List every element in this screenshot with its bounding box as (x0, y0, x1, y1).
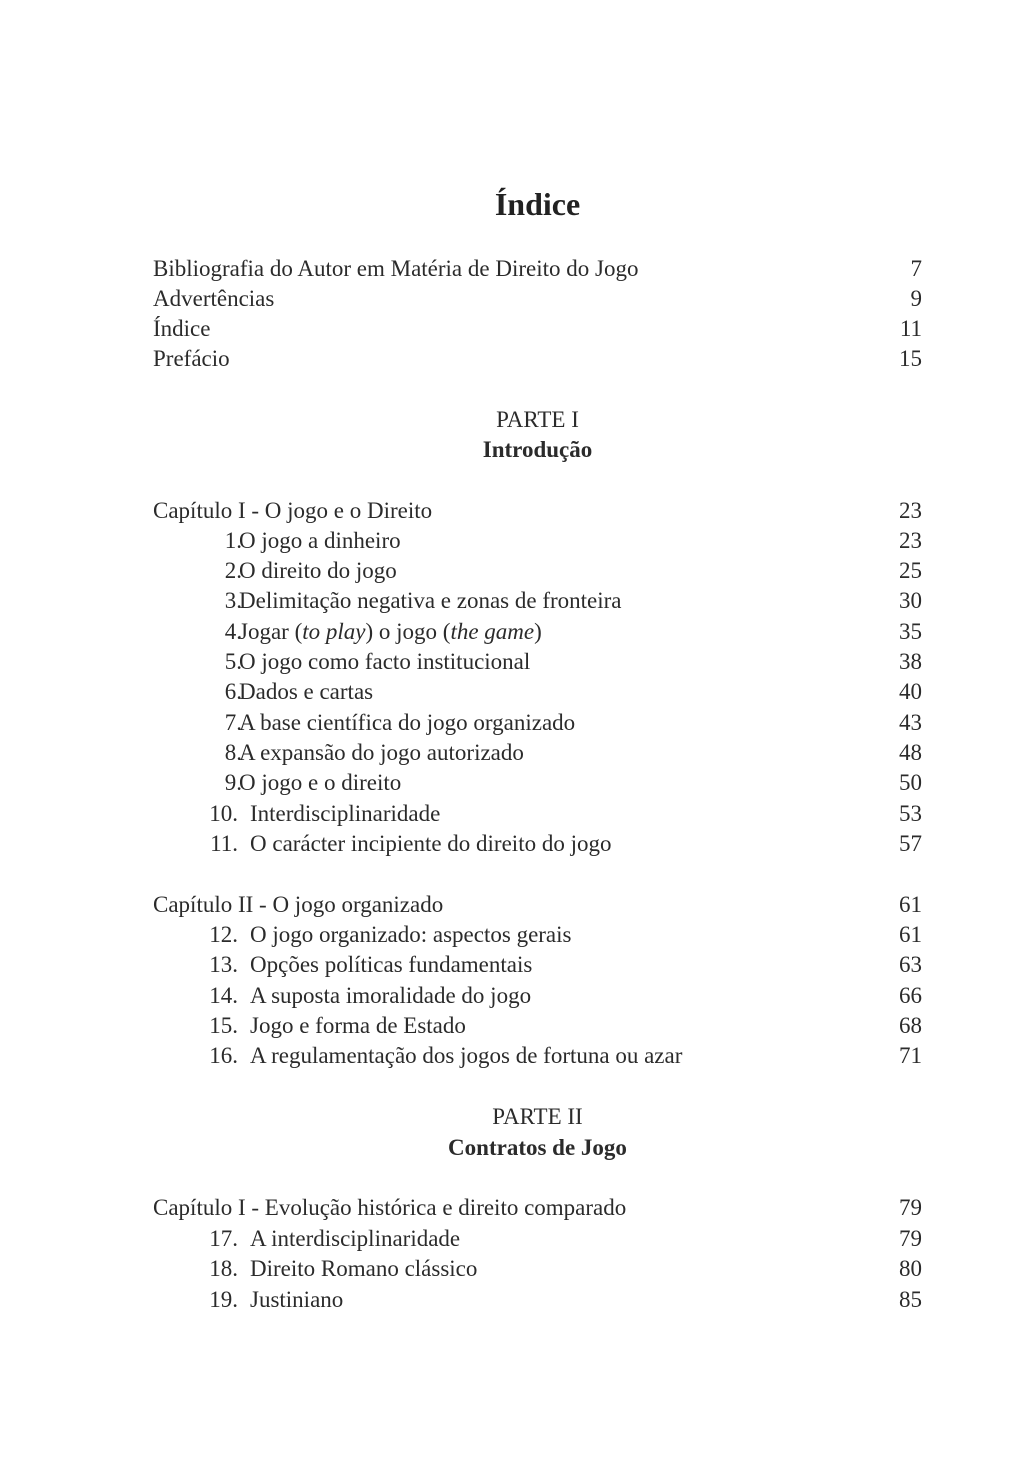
section-number: 11. (210, 831, 238, 856)
section-number: 5. (224, 649, 242, 674)
section-number: 18. (209, 1256, 238, 1281)
chapter-entry (153, 1193, 922, 1223)
toc-entry (153, 254, 922, 284)
section-label: Jogo e forma de Estado (250, 1013, 466, 1038)
section-number: 6. (224, 679, 242, 704)
section-entry (153, 1041, 922, 1071)
section-page: 79 (899, 1226, 922, 1251)
section-entry (153, 526, 922, 556)
section-number: 8. (224, 740, 242, 765)
section-page: 40 (899, 679, 922, 704)
section-entry (153, 1224, 922, 1254)
part-heading: PARTE II (492, 1104, 583, 1129)
section-number: 17. (209, 1226, 238, 1251)
section-page: 53 (899, 801, 922, 826)
section-entry (153, 586, 922, 616)
section-entry (153, 1285, 922, 1315)
section-page: 71 (899, 1043, 922, 1068)
section-entry (153, 920, 922, 950)
section-label: A expansão do jogo autorizado (239, 740, 524, 765)
section-label: Delimitação negativa e zonas de fronteira (239, 588, 622, 613)
section-label: Justiniano (250, 1287, 344, 1312)
section-label: O jogo como facto institucional (239, 649, 531, 674)
toc-entry-page: 7 (910, 256, 922, 281)
section-label-part: ) o jogo ( (365, 619, 451, 644)
section-number: 7. (224, 710, 242, 735)
section-label-part: Jogar ( (239, 619, 303, 644)
section-page: 61 (899, 922, 922, 947)
section-label: A base científica do jogo organizado (239, 710, 576, 735)
section-entry (153, 556, 922, 586)
section-page: 50 (899, 770, 922, 795)
section-entry (153, 950, 922, 980)
section-label: Dados e cartas (239, 679, 374, 704)
section-label: O jogo e o direito (239, 770, 402, 795)
section-number: 13. (209, 952, 238, 977)
section-number: 9. (224, 770, 242, 795)
section-entry (153, 829, 922, 859)
part-heading: PARTE I (496, 407, 579, 432)
section-label: O carácter incipiente do direito do jogo (250, 831, 612, 856)
section-entry (153, 799, 922, 829)
section-page: 80 (899, 1256, 922, 1281)
section-page: 23 (899, 528, 922, 553)
chapter-page: 79 (899, 1195, 922, 1220)
chapter-entry (153, 496, 922, 526)
section-page: 38 (899, 649, 922, 674)
section-label: A interdisciplinaridade (250, 1226, 461, 1251)
section-page: 68 (899, 1013, 922, 1038)
section-entry (153, 617, 922, 647)
section-page: 25 (899, 558, 922, 583)
toc-entry (153, 344, 922, 374)
section-page: 63 (899, 952, 922, 977)
section-page: 48 (899, 740, 922, 765)
part-title: Introdução (482, 437, 593, 462)
section-number: 15. (209, 1013, 238, 1038)
section-label: Direito Romano clássico (250, 1256, 478, 1281)
chapter-page: 61 (899, 892, 922, 917)
toc-entry-label: Prefácio (153, 346, 230, 371)
section-page: 35 (899, 619, 922, 644)
section-label: O jogo organizado: aspectos gerais (250, 922, 572, 947)
toc-entry-label: Índice (153, 316, 211, 341)
chapter-label: Capítulo I - Evolução histórica e direito comparado (153, 1195, 627, 1220)
section-label-part: ) (534, 619, 542, 644)
section-page: 30 (899, 588, 922, 613)
section-label: A regulamentação dos jogos de fortuna ou azar (250, 1043, 683, 1068)
section-entry (153, 647, 922, 677)
section-number: 14. (209, 983, 238, 1008)
section-label: O jogo a dinheiro (239, 528, 401, 553)
toc-entry (153, 314, 922, 344)
chapter-entry (153, 890, 922, 920)
section-label-italic: to play (302, 619, 366, 644)
section-label: Opções políticas fundamentais (250, 952, 533, 977)
section-number: 12. (209, 922, 238, 947)
chapter-label: Capítulo II - O jogo organizado (153, 892, 444, 917)
section-entry (153, 738, 922, 768)
section-page: 57 (899, 831, 922, 856)
section-entry (153, 708, 922, 738)
section-number: 1. (224, 528, 242, 553)
section-page: 66 (899, 983, 922, 1008)
section-entry (153, 1254, 922, 1284)
section-number: 16. (209, 1043, 238, 1068)
section-page: 85 (899, 1287, 922, 1312)
section-entry (153, 1011, 922, 1041)
section-page: 43 (899, 710, 922, 735)
section-label (239, 617, 542, 647)
toc-entry-label: Advertências (153, 286, 275, 311)
toc-entry (153, 284, 922, 314)
toc-entry-page: 15 (899, 346, 922, 371)
toc-entry-page: 11 (899, 316, 922, 341)
section-entry (153, 677, 922, 707)
section-label: O direito do jogo (239, 558, 397, 583)
section-label: A suposta imoralidade do jogo (250, 983, 532, 1008)
toc-entry-label: Bibliografia do Autor em Matéria de Direito do Jogo (153, 256, 639, 281)
chapter-label: Capítulo I - O jogo e o Direito (153, 498, 433, 523)
section-label-italic: the game (450, 619, 535, 644)
section-number: 19. (209, 1287, 238, 1312)
section-number: 3. (224, 588, 242, 613)
part-title: Contratos de Jogo (448, 1135, 627, 1160)
section-entry (153, 768, 922, 798)
page-title: Índice (494, 186, 581, 222)
section-number: 10. (209, 801, 238, 826)
chapter-page: 23 (899, 498, 922, 523)
toc-entry-page: 9 (910, 286, 922, 311)
section-number: 4. (224, 619, 242, 644)
section-number: 2. (224, 558, 242, 583)
section-entry (153, 981, 922, 1011)
section-label: Interdisciplinaridade (250, 801, 441, 826)
